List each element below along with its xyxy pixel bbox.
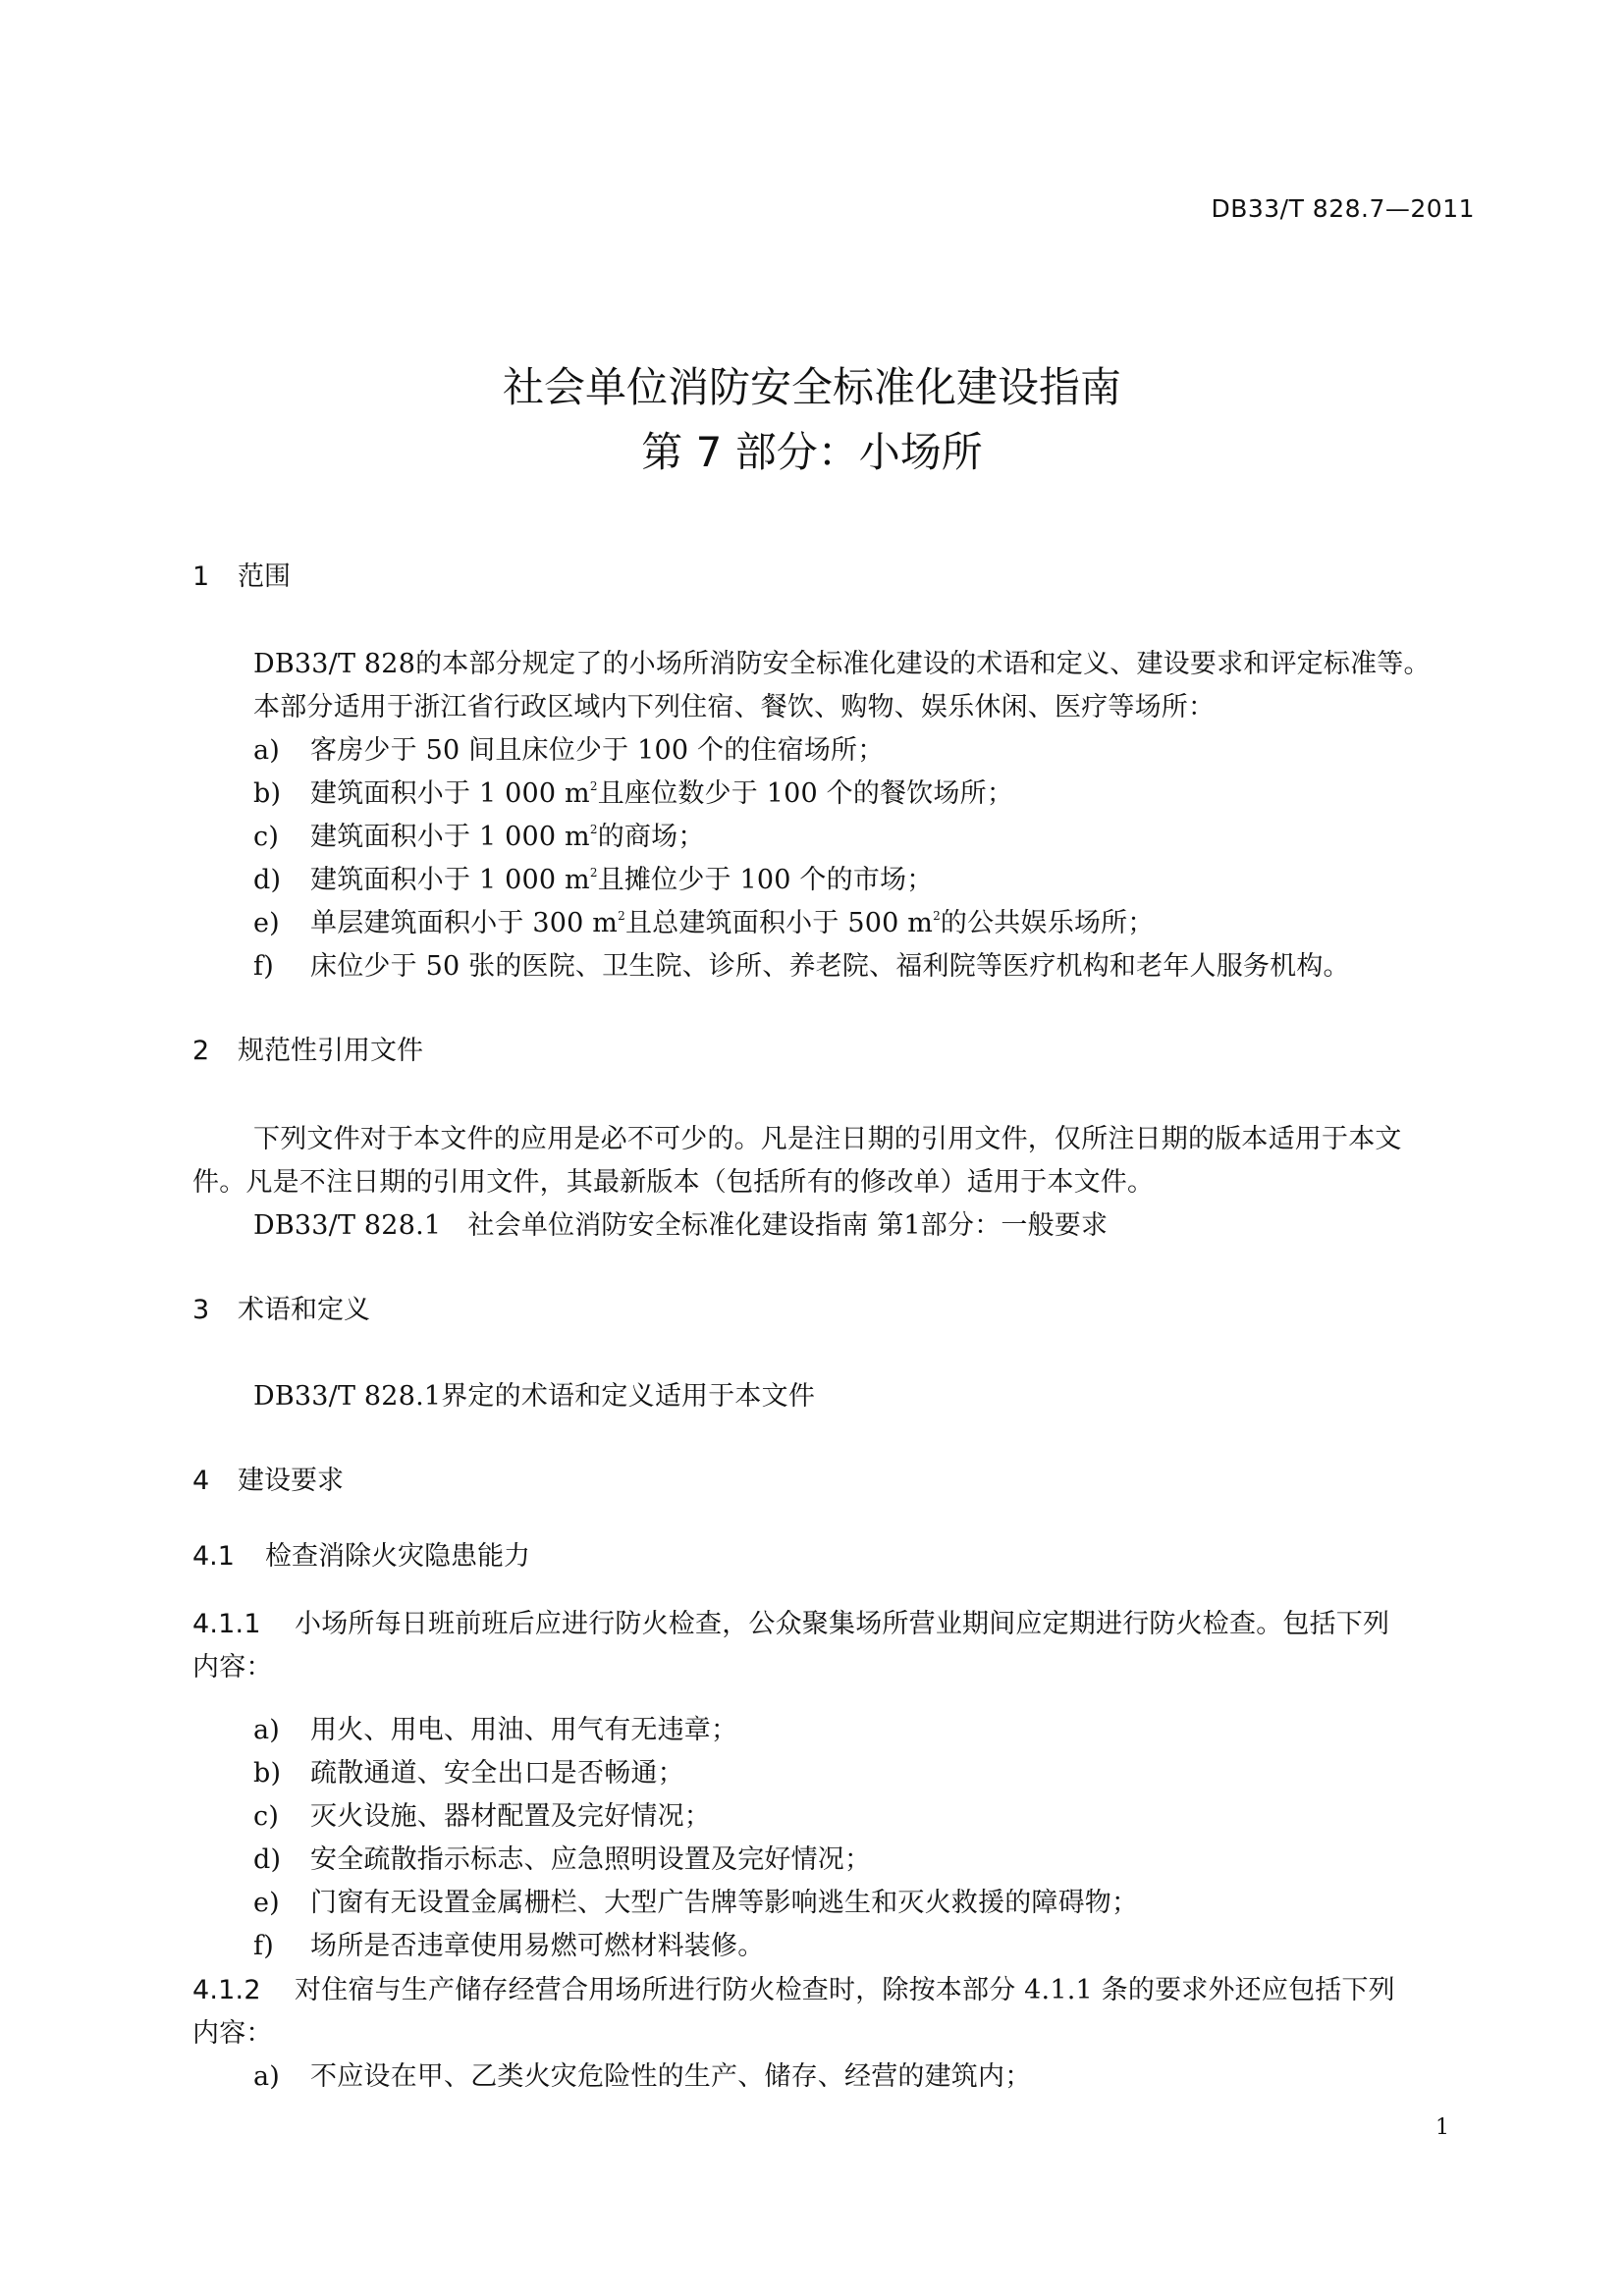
standard-code: DB33/T 828.7—2011	[1211, 194, 1475, 223]
document-subtitle: 第 7 部分：小场所	[641, 428, 983, 476]
list-item	[253, 1708, 737, 1746]
superscript: 2	[618, 909, 625, 923]
clause-number: 4.1.1	[192, 1609, 261, 1639]
list-label: e)	[253, 908, 280, 938]
section-2-paragraph-line-1: 下列文件对于本文件的应用是必不可少的。凡是注日期的引用文件，仅所注日期的版本适用于本文	[253, 1124, 1402, 1154]
list-label: d)	[253, 865, 282, 895]
superscript: 2	[589, 866, 598, 880]
clause-text: 小场所每日班前班后应进行防火检查，公众聚集场所营业期间应定期进行防火检查。包括下列	[295, 1609, 1390, 1639]
list-label: c)	[253, 1801, 280, 1832]
list-label: a)	[253, 2061, 281, 2092]
section-1-paragraph-1: DB33/T 828的本部分规定了的小场所消防安全标准化建设的术语和定义、建设要求和评定标准等。	[253, 649, 1431, 679]
subsection-title: 检查消除火灾隐患能力	[265, 1541, 530, 1572]
list-text: 建筑面积小于 1 000 m	[310, 778, 590, 809]
section-1-heading	[192, 555, 291, 593]
list-text: 灭火设施、器材配置及完好情况；	[310, 1801, 711, 1832]
clause-4-1-1	[192, 1602, 1389, 1640]
section-number: 4	[192, 1466, 210, 1496]
section-3-paragraph: DB33/T 828.1界定的术语和定义适用于本文件	[253, 1381, 816, 1412]
normative-reference: DB33/T 828.1 社会单位消防安全标准化建设指南 第1部分：一般要求	[253, 1210, 1109, 1241]
list-item	[253, 772, 1013, 810]
list-label: e)	[253, 1888, 280, 1918]
section-title: 建设要求	[238, 1466, 344, 1496]
list-text: 疏散通道、安全出口是否畅通；	[310, 1758, 684, 1789]
subsection-number: 4.1	[192, 1541, 235, 1572]
list-item	[253, 2055, 1031, 2093]
list-text: 场所是否违章使用易燃可燃材料装修。	[310, 1931, 765, 1961]
section-number: 1	[192, 561, 210, 592]
list-label: b)	[253, 778, 282, 809]
superscript: 2	[589, 823, 598, 836]
list-text: 床位少于 50 张的医院、卫生院、诊所、养老院、福利院等医疗机构和老年人服务机构。	[310, 951, 1350, 982]
list-item	[253, 1924, 764, 1962]
section-title: 范围	[238, 561, 291, 592]
section-title: 术语和定义	[238, 1295, 370, 1325]
list-text: 建筑面积小于 1 000 m	[310, 865, 590, 895]
page-number: 1	[1435, 2115, 1449, 2140]
list-label: a)	[253, 735, 281, 766]
section-number: 2	[192, 1036, 210, 1066]
section-4-heading	[192, 1459, 344, 1497]
section-3-heading	[192, 1288, 370, 1326]
list-text: 单层建筑面积小于 300 m	[310, 908, 619, 938]
list-text: 的公共娱乐场所；	[940, 908, 1155, 938]
list-label: c)	[253, 822, 280, 852]
clause-4-1-1-continuation: 内容：	[192, 1652, 273, 1682]
list-item	[253, 901, 1155, 939]
clause-4-1-2-continuation: 内容：	[192, 2018, 273, 2049]
section-2-heading	[192, 1029, 423, 1067]
section-title: 规范性引用文件	[238, 1036, 423, 1066]
list-item	[253, 1794, 711, 1833]
list-text: 不应设在甲、乙类火灾危险性的生产、储存、经营的建筑内；	[310, 2061, 1032, 2092]
clause-number: 4.1.2	[192, 1975, 261, 2005]
list-text: 客房少于 50 间且床位少于 100 个的住宿场所；	[310, 735, 885, 766]
clause-4-1-2	[192, 1968, 1395, 2006]
list-item	[253, 944, 1350, 983]
subsection-4-1-heading	[192, 1534, 530, 1573]
list-text: 且座位数少于 100 个的餐饮场所；	[597, 778, 1014, 809]
list-label: b)	[253, 1758, 282, 1789]
list-text: 的商场；	[597, 822, 705, 852]
list-text: 且摊位少于 100 个的市场；	[597, 865, 934, 895]
list-item	[253, 1881, 1138, 1919]
list-text: 且总建筑面积小于 500 m	[624, 908, 934, 938]
list-text: 建筑面积小于 1 000 m	[310, 822, 590, 852]
superscript: 2	[933, 909, 941, 923]
list-label: d)	[253, 1844, 282, 1875]
document-title: 社会单位消防安全标准化建设指南	[502, 363, 1121, 411]
list-label: f)	[253, 951, 274, 982]
list-label: a)	[253, 1715, 281, 1745]
list-item	[253, 1838, 871, 1876]
list-text: 门窗有无设置金属栅栏、大型广告牌等影响逃生和灭火救援的障碍物；	[310, 1888, 1139, 1918]
list-label: f)	[253, 1931, 274, 1961]
section-1-paragraph-2: 本部分适用于浙江省行政区域内下列住宿、餐饮、购物、娱乐休闲、医疗等场所：	[253, 692, 1216, 722]
section-number: 3	[192, 1295, 210, 1325]
list-text: 安全疏散指示标志、应急照明设置及完好情况；	[310, 1844, 872, 1875]
list-item	[253, 815, 705, 853]
section-2-paragraph-line-2: 件。凡是不注日期的引用文件，其最新版本（包括所有的修改单）适用于本文件。	[192, 1167, 1155, 1198]
list-item	[253, 858, 933, 896]
list-item	[253, 728, 884, 767]
list-item	[253, 1751, 684, 1789]
clause-text: 对住宿与生产储存经营合用场所进行防火检查时，除按本部分 4.1.1 条的要求外还应包括下列	[295, 1975, 1395, 2005]
list-text: 用火、用电、用油、用气有无违章；	[310, 1715, 738, 1745]
superscript: 2	[589, 779, 598, 793]
